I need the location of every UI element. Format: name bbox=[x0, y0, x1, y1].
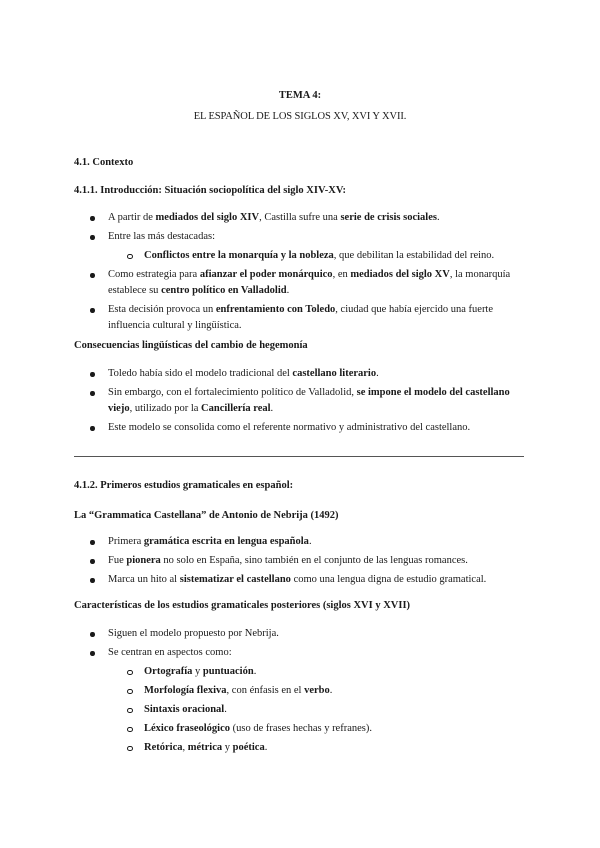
section-heading-consequences: Consecuencias lingüísticas del cambio de hegemonía bbox=[74, 340, 308, 351]
sub-list-item: Conflictos entre la monarquía y la nobleza, que debilitan la estabilidad del reino. bbox=[74, 248, 534, 264]
section-heading-grammar: 4.1.2. Primeros estudios gramaticales en español: bbox=[74, 480, 294, 491]
list-item: A partir de mediados del siglo XIV, Castilla sufre una serie de crisis sociales. bbox=[74, 210, 534, 226]
section-heading-introduction: 4.1.1. Introducción: Situación sociopolítica del siglo XIV-XV: bbox=[74, 185, 346, 196]
list-item: Esta decisión provoca un enfrentamiento con Toledo, ciudad que había ejercido una fuerte influencia cultural y lingüística. bbox=[74, 302, 534, 334]
list-item: Se centran en aspectos como: bbox=[74, 645, 534, 661]
list-item: Entre las más destacadas: bbox=[74, 229, 534, 245]
list-item: Este modelo se consolida como el referente normativo y administrativo del castellano. bbox=[74, 420, 534, 436]
introduction-list bbox=[74, 210, 534, 337]
list-item: Siguen el modelo propuesto por Nebrija. bbox=[74, 626, 534, 642]
section-heading-later-studies: Características de los estudios gramaticales posteriores (siglos XVI y XVII) bbox=[74, 600, 411, 611]
consequences-list bbox=[74, 366, 534, 439]
nebrija-list bbox=[74, 534, 534, 591]
list-item: Marca un hito al sistematizar el castellano como una lengua digna de estudio gramatical. bbox=[74, 572, 534, 588]
document-title: TEMA 4: bbox=[278, 90, 322, 101]
section-heading-context: 4.1. Contexto bbox=[74, 157, 134, 168]
list-item: Primera gramática escrita en lengua española. bbox=[74, 534, 534, 550]
list-item: Toledo había sido el modelo tradicional del castellano literario. bbox=[74, 366, 534, 382]
later-studies-list bbox=[74, 626, 534, 759]
sub-list-item: Retórica, métrica y poética. bbox=[74, 740, 534, 756]
list-item: Sin embargo, con el fortalecimiento político de Valladolid, se impone el modelo del castellano viejo, utilizado por la Cancillería real. bbox=[74, 385, 534, 417]
sub-list-item: Sintaxis oracional. bbox=[74, 702, 534, 718]
list-item: Como estrategia para afianzar el poder monárquico, en mediados del siglo XV, la monarquía establece su centro político en Valladolid. bbox=[74, 267, 534, 299]
subheading-nebrija: La “Grammatica Castellana” de Antonio de Nebrija (1492) bbox=[74, 510, 339, 521]
horizontal-divider bbox=[74, 456, 524, 457]
list-item: Fue pionera no solo en España, sino también en el conjunto de las lenguas romances. bbox=[74, 553, 534, 569]
sub-list-item: Léxico fraseológico (uso de frases hechas y refranes). bbox=[74, 721, 534, 737]
sub-list-item: Ortografía y puntuación. bbox=[74, 664, 534, 680]
document-subtitle: EL ESPAÑOL DE LOS SIGLOS XV, XVI Y XVII. bbox=[193, 111, 407, 122]
sub-list-item: Morfología flexiva, con énfasis en el verbo. bbox=[74, 683, 534, 699]
